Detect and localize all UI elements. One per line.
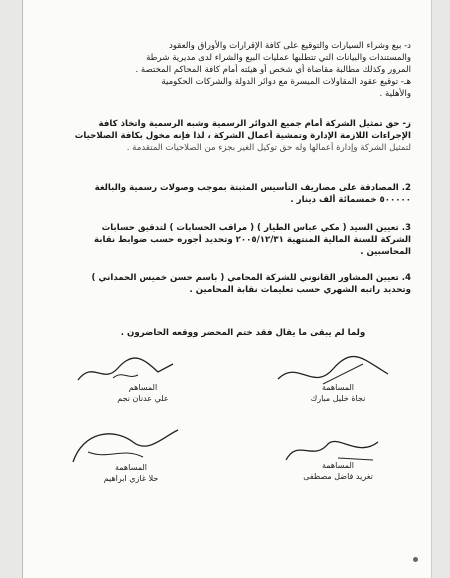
text-line: هـ- توقيع عقود المقاولات الميسرة مع دوائر الدولة والشركات الحكومية — [161, 77, 411, 87]
signatory-name: حلا غازي ابراهيم — [103, 474, 159, 483]
paragraph-z — [67, 118, 411, 154]
text-line: ز- حق تمثيل الشركة أمام جميع الدوائر الرسمية وشبه الرسمية واتخاذ كافة — [98, 119, 411, 129]
text-line: والمستندات والبيانات التي تتطلبها عمليات البيع والشراء لدى مديرية شرطة — [146, 53, 411, 63]
signatory-name: نجاة خليل مبارك — [310, 394, 366, 403]
text-line: والأهلية . — [379, 89, 411, 99]
signatory-role: المساهم — [128, 383, 158, 392]
signatory-bottom-right — [278, 460, 398, 482]
document-page — [22, 0, 432, 578]
text-line: لتمثيل الشركة وإدارة أعمالها وله حق توكيل الغير بجزء من الصلاحيات المتقدمة . — [126, 143, 411, 153]
text-line: المرور وكذلك مطالبة مقاضاة أي شخص أو هيئته أمام كافة المحاكم المختصة . — [135, 65, 411, 75]
signatory-top-right — [278, 382, 398, 404]
text-line: 4. تعيين المشاور القانوني للشركة المحامي ( باسم حسن خميس الحمداني ) — [91, 273, 411, 283]
signatory-bottom-left — [71, 462, 191, 484]
signatory-role: المساهمة — [322, 383, 354, 392]
page-mark — [413, 557, 418, 562]
item-2 — [67, 182, 411, 206]
text-line: 2. المصادقة على مصاريف التأسيس المثبتة بموجب وصولات رسمية والبالغة — [94, 183, 411, 193]
text-line: الإجراءات اللازمة الإدارة وتمشية أعمال الشركة ، لذا فإنه مخول بكافة الصلاحيات — [74, 131, 411, 141]
signatory-top-left — [83, 382, 203, 404]
item-3 — [67, 222, 411, 258]
paragraph-d-h — [67, 40, 411, 100]
text-line: الشركة للسنة المالية المنتهية ٢٠٠٥/١٢/٣١ وتحديد أجوره حسب ضوابط نقابة — [94, 235, 411, 245]
signatory-role: المساهمة — [322, 461, 354, 470]
item-4 — [67, 272, 411, 296]
signatory-role: المساهمة — [115, 463, 147, 472]
text-line: ٥٠٠٠٠٠ خمسمائة ألف دينار . — [290, 195, 411, 205]
text-line: ولما لم يبقى ما يقال فقد ختم المحضر ووقعه الحاضرون . — [120, 328, 366, 338]
text-line: وتحديد راتبه الشهري حسب تعليمات نقابة المحامين . — [189, 285, 411, 295]
text-line: 3. تعيين السيد ( مكي عباس الطيار ) ( مراقب الحسابات ) لتدقيق حسابات — [101, 223, 411, 233]
text-line: المحاسبين . — [360, 247, 411, 257]
text-line: د- بيع وشراء السيارات والتوقيع على كافة الإقرارات والأوراق والعقود — [169, 41, 411, 51]
closing-statement — [113, 327, 373, 339]
signatory-name: تغريد فاضل مصطفى — [303, 472, 373, 481]
signatory-name: علي عدنان نجم — [117, 394, 169, 403]
